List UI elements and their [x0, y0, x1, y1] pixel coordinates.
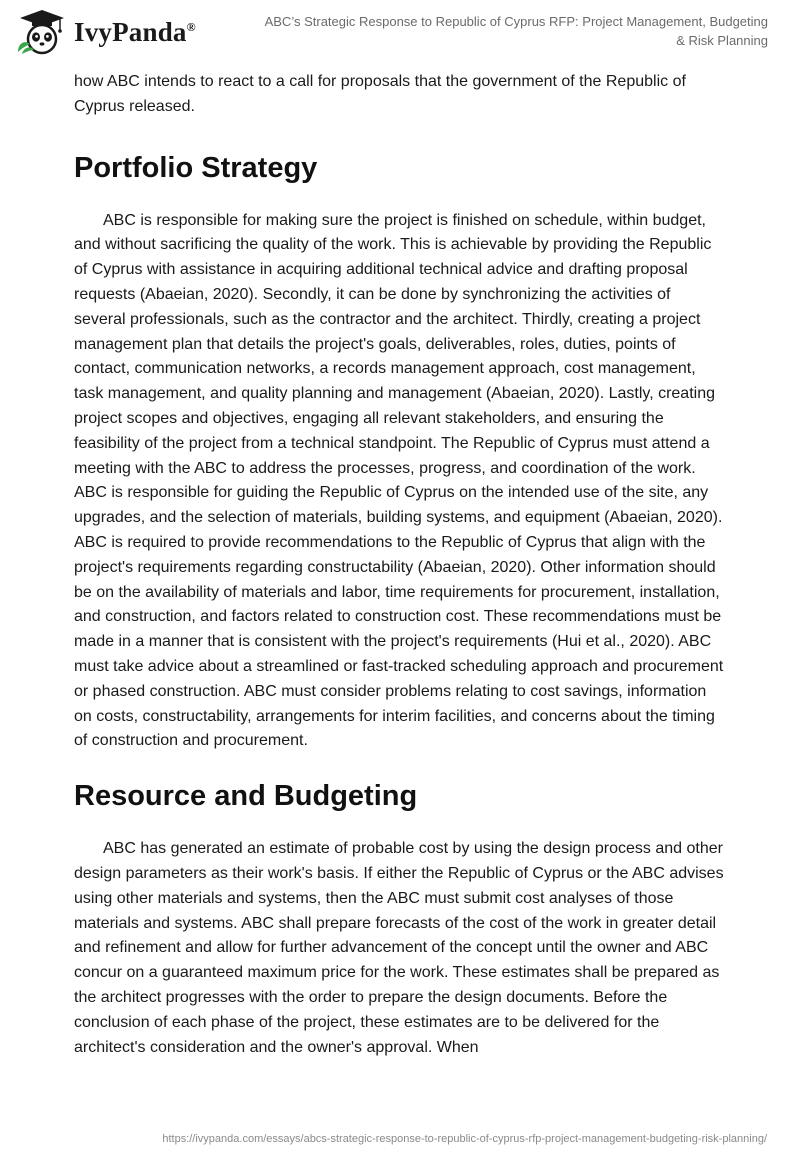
document-title: ABC’s Strategic Response to Republic of Cyprus RFP: Project Management, Budgeting & Risk Planning [264, 14, 768, 48]
portfolio-strategy-heading: Portfolio Strategy [74, 151, 318, 184]
essay-body [74, 70, 726, 1060]
logo-wordmark: IvyPanda® [74, 16, 196, 47]
panda-logo-icon [14, 8, 70, 56]
resource-budgeting-paragraph: ABC has generated an estimate of probable cost by using the design process and other design parameters as their work's basis. If either the Republic of Cyprus or the ABC advises using other materials and systems, then the ABC must submit cost analyses of those materials and systems. ABC shall prepare forecasts of the cost of the work in greater detail and refinement and allow for further advancement of the concept until the owner and ABC concur on a guaranteed maximum price for the work. These estimates shall be prepared as the architect progresses with the order to prepare the design documents. Before the conclusion of each phase of the project, these estimates are to be delivered for the architect's consideration and the owner's approval. When [74, 840, 724, 1056]
page-header [0, 0, 800, 64]
ivypanda-logo[interactable] [14, 8, 196, 56]
resource-budgeting-heading: Resource and Budgeting [74, 780, 418, 813]
intro-paragraph-tail: how ABC intends to react to a call for proposals that the government of the Republic of Cyprus released. [74, 73, 686, 115]
portfolio-strategy-paragraph: ABC is responsible for making sure the project is finished on schedule, within budget, and without sacrificing the quality of the work. This is achievable by providing the Republic of Cyprus with assistance in acquiring additional technical advice and drafting proposal requests (Abaeian, 2020). Secondly, it can be done by synchronizing the activities of several professionals, such as the contractor and the architect. Thirdly, creating a project management plan that details the project's goals, deliverables, roles, duties, points of contact, communication networks, a records management approach, cost management, task management, and quality planning and management (Abaeian, 2020). Lastly, creating project scopes and objectives, engaging all relevant stakeholders, and ensuring the feasibility of the project from a technical standpoint. The Republic of Cyprus must attend a meeting with the ABC to address the processes, progress, and coordination of the work. ABC is responsible for guiding the Republic of Cyprus on the intended use of the site, any upgrades, and the selection of materials, building systems, and equipment (Abaeian, 2020). ABC is required to provide recommendations to the Republic of Cyprus that align with the project's requirements regarding constructability (Abaeian, 2020). Other information should be on the availability of materials and labor, time requirements for procurement, installation, and construction, and factors related to construction cost. These recommendations must be made in a manner that is consistent with the project's requirements (Hui et al., 2020). ABC must take advice about a streamlined or fast-tracked scheduling approach and procurement or phased construction. ABC must consider problems relating to cost savings, information on costs, constructability, arrangements for interim facilities, and concerns about the timing of construction and procurement. [74, 211, 724, 750]
source-url-link[interactable]: https://ivypanda.com/essays/abcs-strategic-response-to-republic-of-cyprus-rfp-project-management-budgeting-risk-planning/ [162, 1133, 767, 1145]
registered-mark: ® [186, 19, 196, 34]
